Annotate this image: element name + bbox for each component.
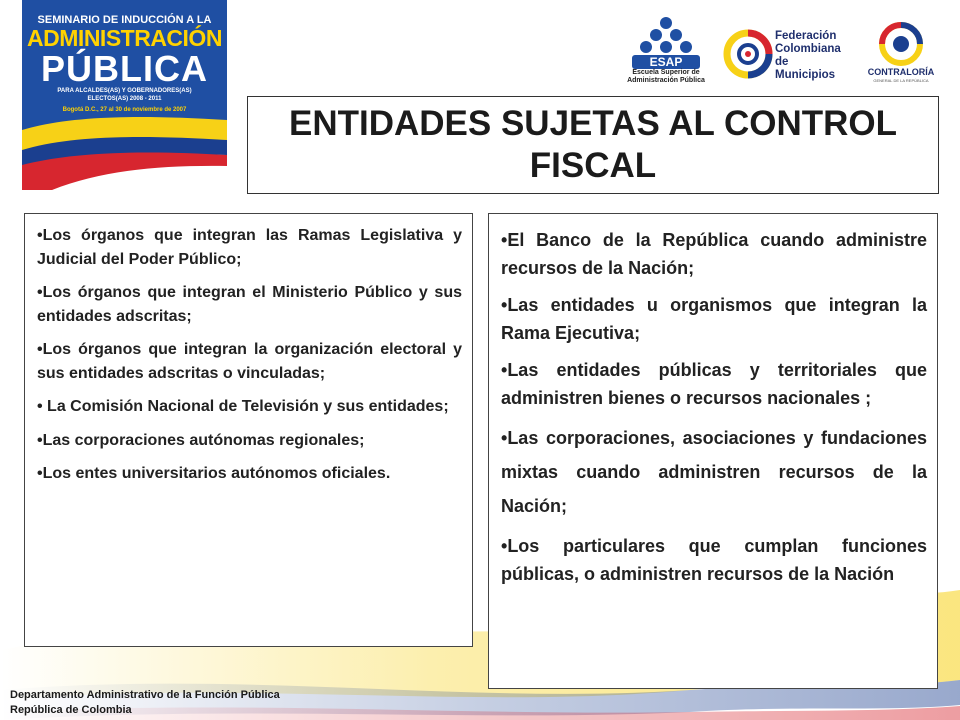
esap-line1: Escuela Superior de [632, 69, 700, 76]
seminario-line3: PÚBLICA [41, 48, 208, 89]
fcm-line1: Federación [775, 30, 837, 42]
seminario-logo [22, 0, 227, 190]
bullet-icon: • [37, 341, 43, 358]
esap-acronym: ESAP [649, 55, 683, 69]
list-item-text: El Banco de la República cuando administre recursos de la Nación; [501, 230, 927, 278]
seminario-line1: SEMINARIO DE INDUCCIÓN A LA [37, 14, 212, 26]
list-item-text: Los órganos que integran las Ramas Legislativa y Judicial del Poder Público; [37, 227, 462, 268]
fcm-name [775, 30, 845, 82]
footer-country: República de Colombia [10, 704, 132, 716]
contraloria-name: CONTRALORÍA [867, 67, 935, 77]
fcm-line3: de Municipios [775, 56, 836, 81]
esap-logo [618, 15, 714, 95]
list-item-text: Las entidades u organismos que integran la Rama Ejecutiva; [501, 295, 927, 343]
slide-title: ENTIDADES SUJETAS AL CONTROL FISCAL [288, 104, 897, 185]
list-item-text: Las entidades públicas y territoriales que administren bienes o recursos nacionales ; [501, 360, 927, 408]
left-entity-list [37, 224, 462, 486]
list-item-text: Los órganos que integran la organización electoral y sus entidades adscritas o vinculadas; [37, 341, 462, 382]
fcm-logo [723, 28, 845, 84]
seminario-line5: ELECTOS(AS) 2008 - 2011 [87, 96, 162, 102]
list-item [501, 356, 927, 412]
seminario-line6: Bogotá D.C., 27 al 30 de noviembre de 2007 [62, 107, 187, 113]
bullet-icon: • [37, 227, 43, 244]
bullet-icon: • [37, 284, 43, 301]
bullet-icon: • [501, 360, 508, 380]
esap-pyramid-icon [618, 15, 714, 71]
list-item [37, 224, 462, 271]
seminario-line2: ADMINISTRACIÓN [27, 25, 222, 51]
bullet-icon: • [501, 230, 508, 250]
left-content-box [24, 213, 473, 647]
seminario-line4: PARA ALCALDES(AS) Y GOBERNADORES(AS) [57, 88, 192, 94]
list-item [501, 532, 927, 588]
list-item [37, 462, 462, 486]
list-item [501, 291, 927, 347]
list-item [501, 226, 927, 282]
list-item [37, 395, 462, 419]
list-item-text: Los entes universitarios autónomos oficiales. [42, 465, 391, 482]
fcm-swirl-icon [723, 28, 773, 84]
contraloria-emblem-icon [855, 22, 943, 68]
fcm-line2: Colombiana [775, 43, 841, 55]
bullet-icon: • [501, 428, 508, 448]
contraloria-logo [855, 22, 943, 90]
bullet-icon: • [37, 465, 43, 482]
slide-title-box [247, 96, 939, 194]
bullet-icon: • [501, 295, 508, 315]
esap-name [618, 69, 714, 85]
list-item-text: Los particulares que cumplan funciones públicas, o administren recursos de la Nación [501, 536, 927, 584]
list-item [37, 281, 462, 328]
bullet-icon: • [501, 536, 508, 556]
contraloria-subtitle: GENERAL DE LA REPÚBLICA [873, 78, 929, 83]
list-item-text: Las corporaciones, asociaciones y fundaciones mixtas cuando administren recursos de la Nación; [501, 428, 927, 516]
footer-department: Departamento Administrativo de la Función Pública [10, 689, 280, 701]
footer [10, 688, 280, 718]
list-item [37, 429, 462, 453]
list-item-text: La Comisión Nacional de Televisión y sus entidades; [42, 398, 449, 415]
list-item-text: Los órganos que integran el Ministerio Público y sus entidades adscritas; [37, 284, 462, 325]
right-entity-list [501, 226, 927, 588]
bullet-icon: • [37, 431, 43, 449]
esap-line2: Administración Pública [627, 77, 705, 84]
list-item [501, 421, 927, 523]
list-item-text: Las corporaciones autónomas regionales; [42, 431, 365, 449]
bullet-icon: • [37, 398, 43, 415]
list-item [37, 338, 462, 385]
right-content-box [488, 213, 938, 689]
